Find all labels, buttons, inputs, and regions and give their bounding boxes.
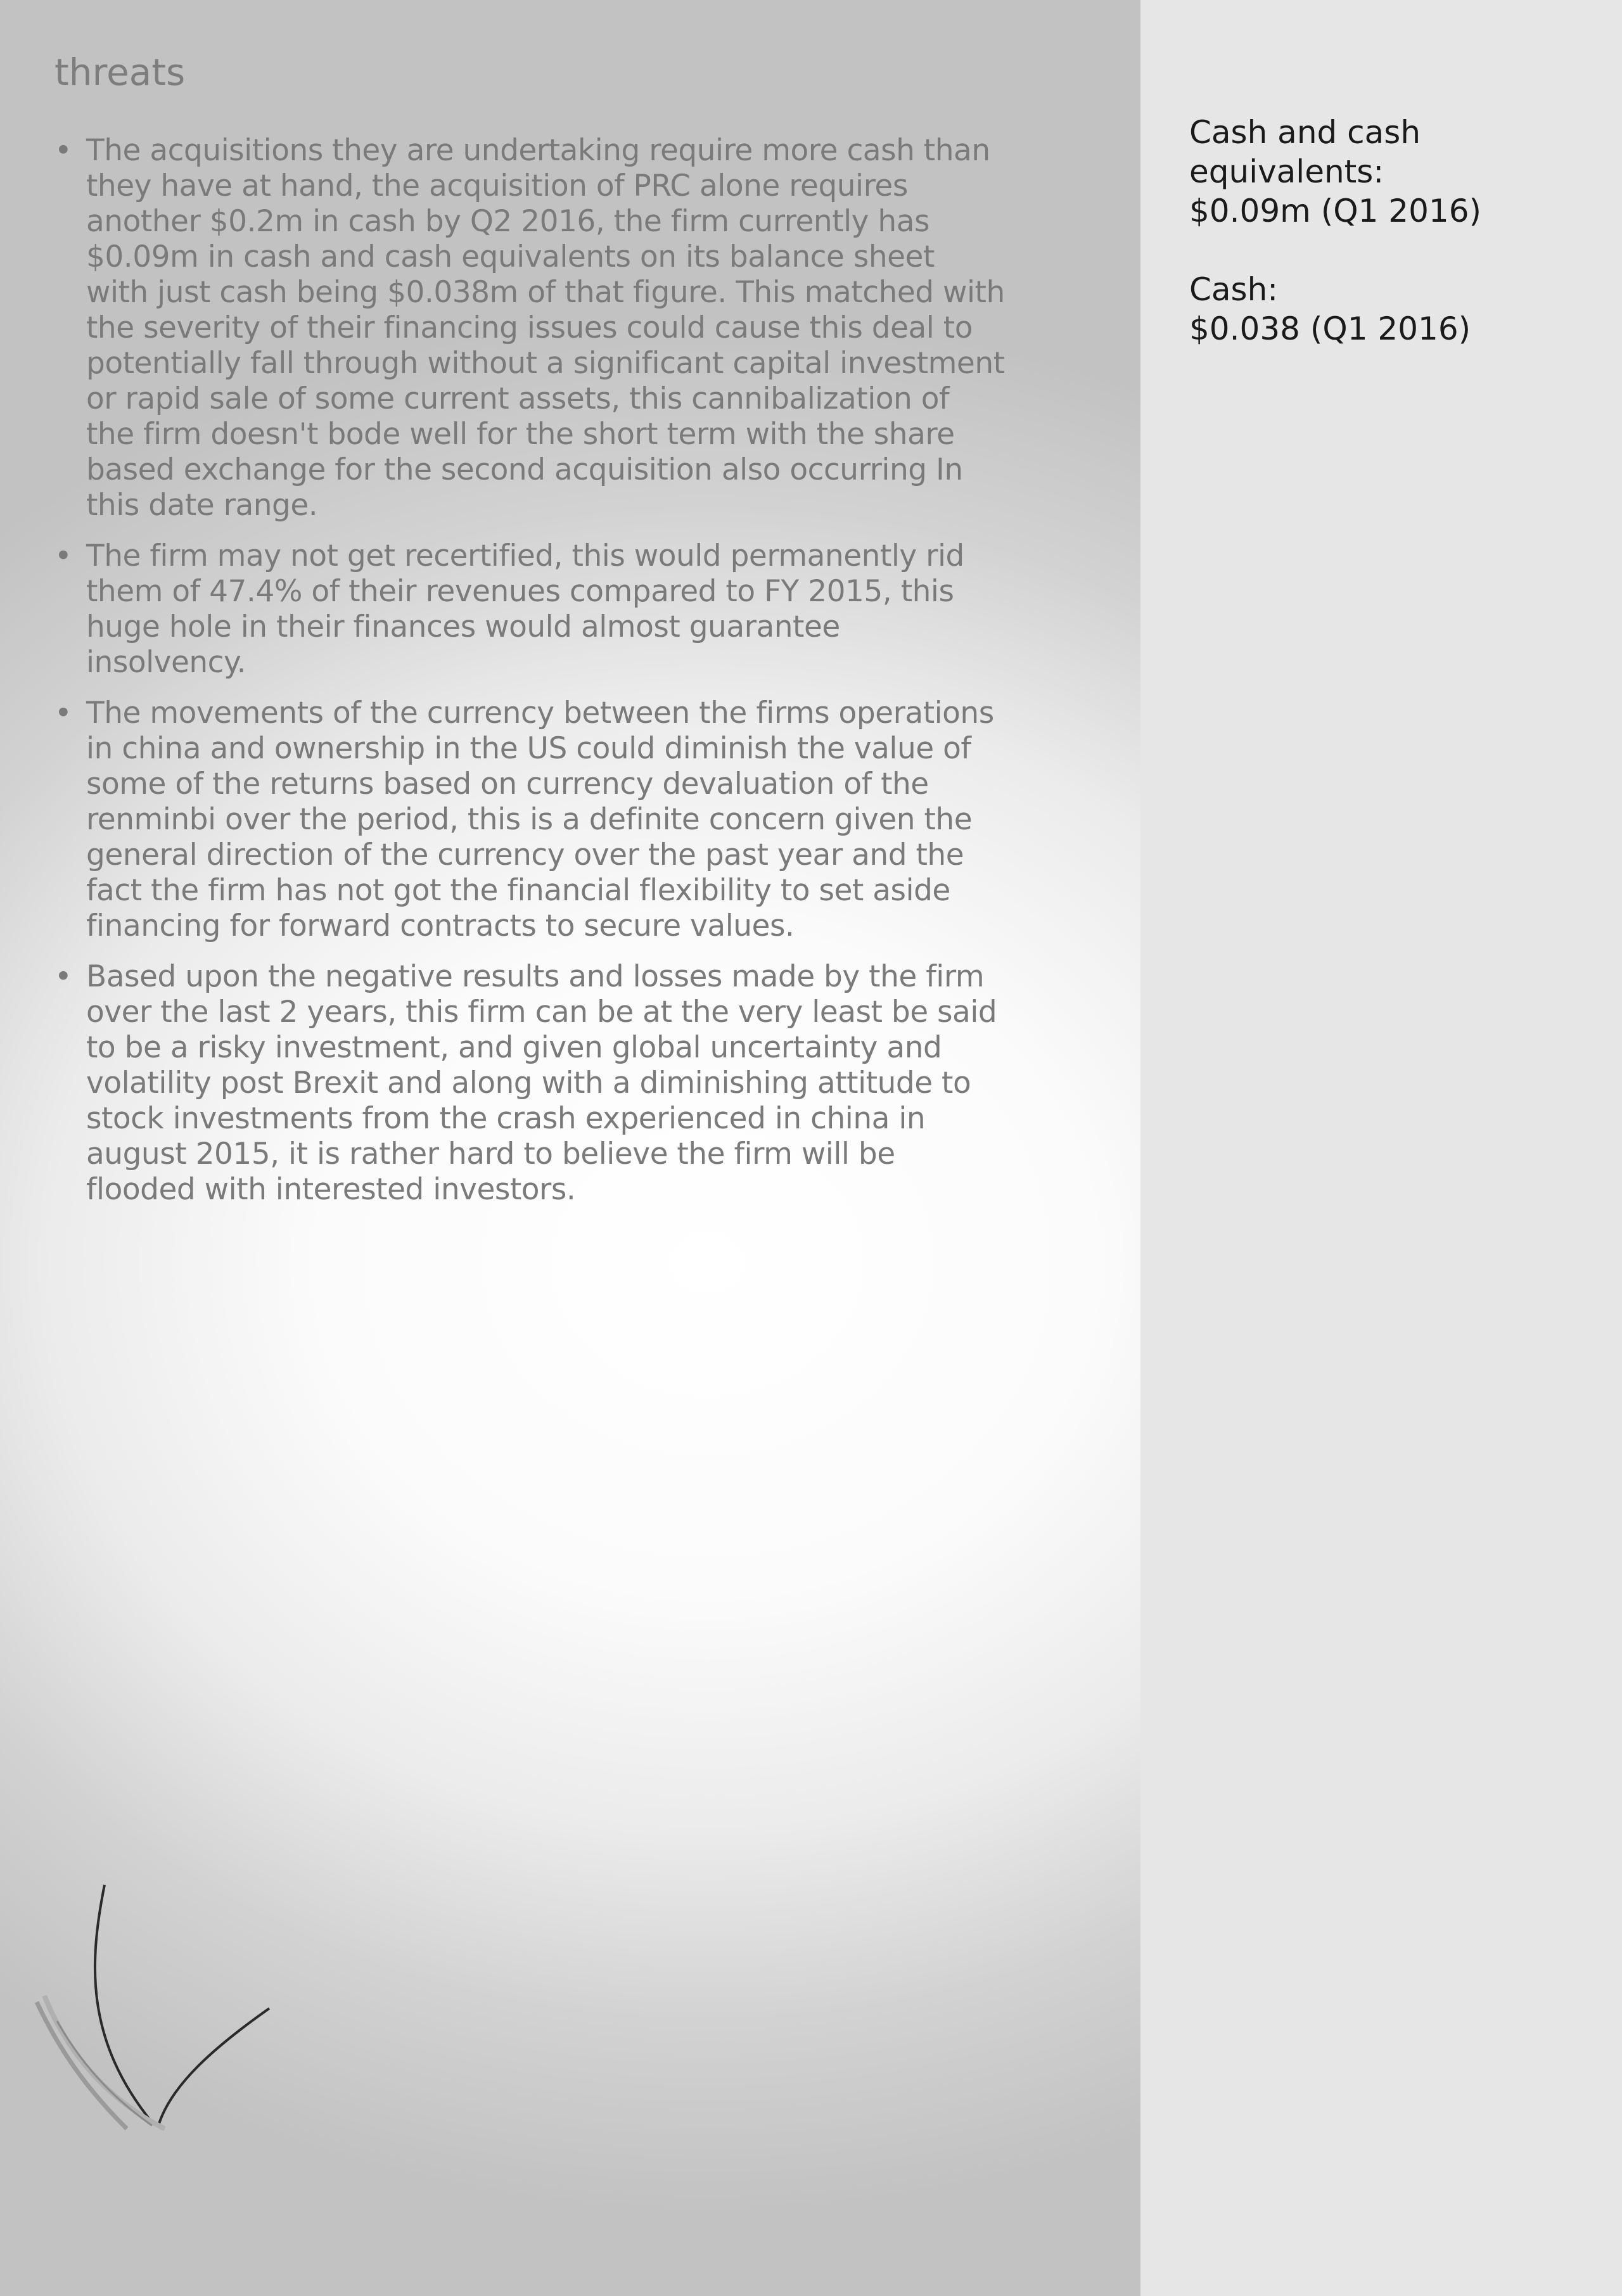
list-item xyxy=(54,133,1005,523)
bullet-icon: • xyxy=(54,696,72,730)
list-item-text: The movements of the currency between the firms operations in china and ownership in the US could diminish the value of some of the returns based on currency devaluation of the renminbi over the period, this is a definite concern given the general direction of the currency over the past year and the fact the firm has not got the financial flexibility to set aside financing for forward contracts to secure values. xyxy=(86,696,994,943)
section-heading: threats xyxy=(54,51,186,94)
list-item xyxy=(54,696,1005,944)
list-item-text: Based upon the negative results and losses made by the firm over the last 2 years, this firm can be at the very least be said to be a risky investment, and given global uncertainty and volatility post Brexit and along with a diminishing attitude to stock investments from the crash experienced in china in august 2015, it is rather hard to believe the firm will be flooded with interested investors. xyxy=(86,959,997,1207)
bullet-icon: • xyxy=(54,539,72,573)
bullet-icon: • xyxy=(54,133,72,168)
list-item-text: The firm may not get recertified, this would permanently rid them of 47.4% of their revenues compared to FY 2015, this huge hole in their finances would almost guarantee insolvency. xyxy=(86,539,964,680)
sidebar-note-cash: Cash: $0.038 (Q1 2016) xyxy=(1189,271,1471,347)
list-item xyxy=(54,539,1005,680)
threats-list xyxy=(54,133,1005,1223)
sidebar-note-cash-equivalents: Cash and cash equivalents: $0.09m (Q1 2016) xyxy=(1189,114,1482,229)
list-item xyxy=(54,959,1005,1208)
bullet-icon: • xyxy=(54,959,72,994)
decorative-swirl-icon xyxy=(25,1869,291,2135)
list-item-text: The acquisitions they are undertaking require more cash than they have at hand, the acquisition of PRC alone requires another $0.2m in cash by Q2 2016, the firm currently has $0.09m in cash and cash equivalents on its balance sheet with just cash being $0.038m of that figure. This matched with the severity of their financing issues could cause this deal to potentially fall through without a significant capital investment or rapid sale of some current assets, this cannibalization of the firm doesn't bode well for the short term with the share based exchange for the second acquisition also occurring In this date range. xyxy=(86,133,1005,523)
